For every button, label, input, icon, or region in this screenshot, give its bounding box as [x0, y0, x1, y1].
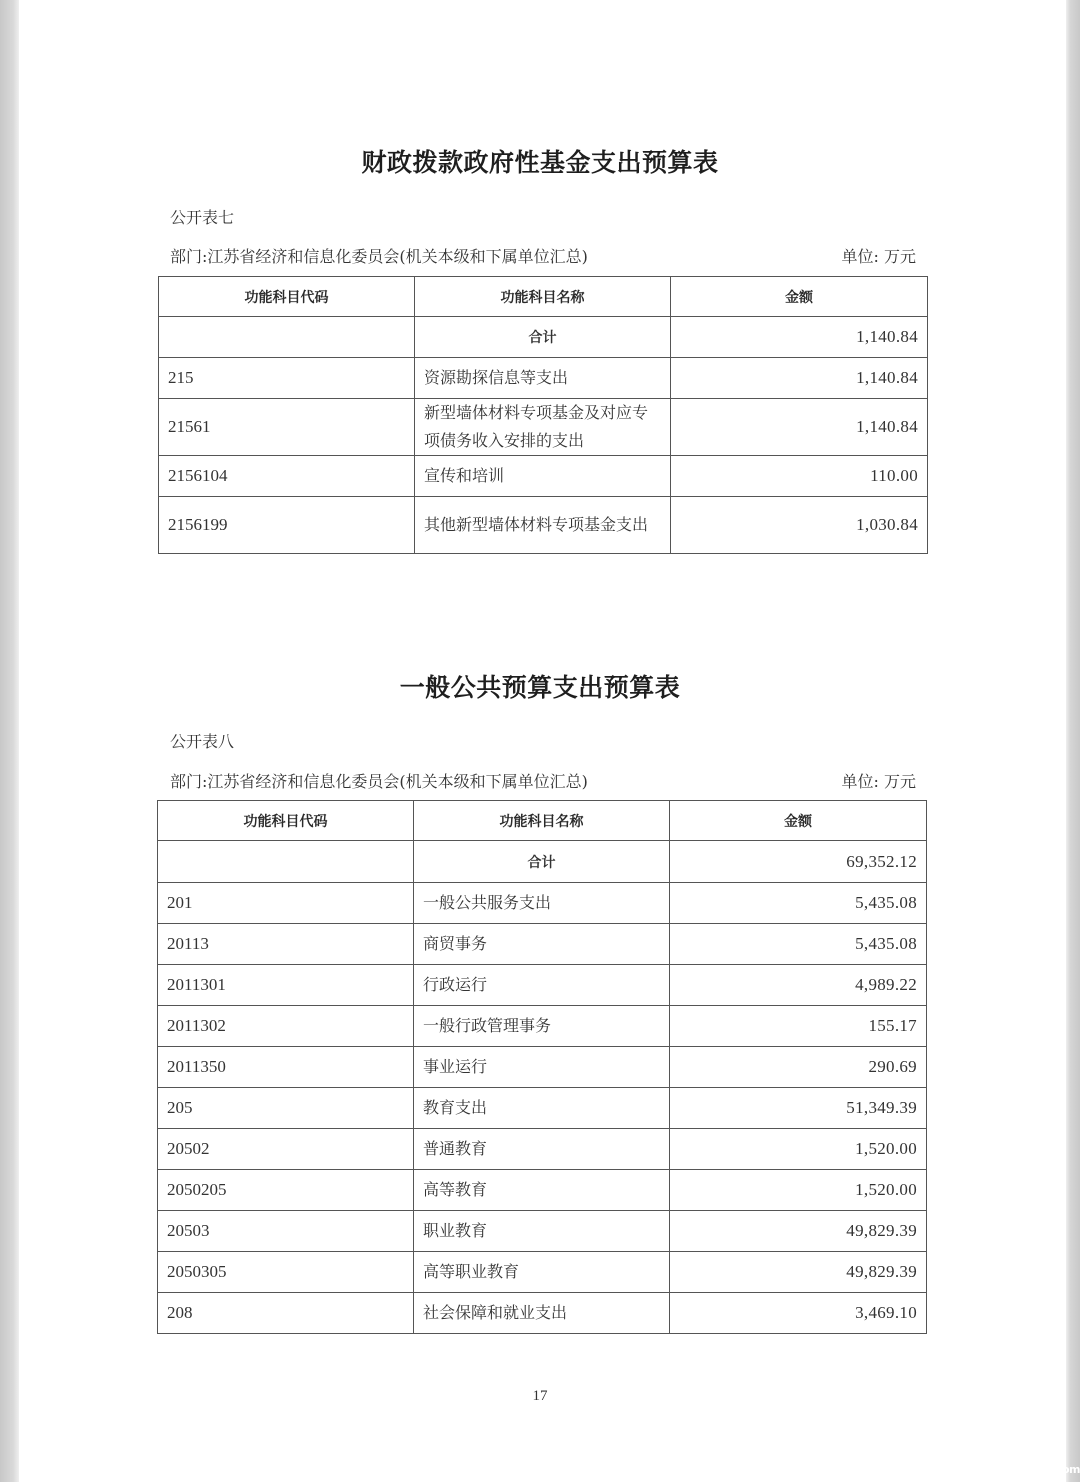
row-name: 资源勘探信息等支出 [415, 358, 671, 399]
row-amount: 5,435.08 [670, 924, 927, 965]
table-row [159, 399, 928, 456]
row-code: 2050305 [158, 1252, 414, 1293]
row-name: 普通教育 [414, 1129, 670, 1170]
table-row [158, 924, 927, 965]
row-name: 其他新型墙体材料专项基金支出 [415, 497, 671, 554]
row-code: 20503 [158, 1211, 414, 1252]
row-code: 208 [158, 1293, 414, 1334]
row-code: 21561 [159, 399, 415, 456]
total-amount: 1,140.84 [671, 317, 928, 358]
table-row [159, 358, 928, 399]
row-amount: 1,520.00 [670, 1129, 927, 1170]
scan-edge-right [1066, 0, 1080, 1482]
row-name: 高等职业教育 [414, 1252, 670, 1293]
row-amount: 51,349.39 [670, 1088, 927, 1129]
row-name: 宣传和培训 [415, 456, 671, 497]
row-amount: 1,140.84 [671, 358, 928, 399]
table7 [158, 276, 928, 554]
row-name: 高等教育 [414, 1170, 670, 1211]
table7-header-row [159, 277, 928, 317]
row-name: 教育支出 [414, 1088, 670, 1129]
row-code: 2156199 [159, 497, 415, 554]
row-amount: 49,829.39 [670, 1211, 927, 1252]
row-amount: 290.69 [670, 1047, 927, 1088]
row-amount: 3,469.10 [670, 1293, 927, 1334]
header-name: 功能科目名称 [415, 277, 671, 317]
row-name: 新型墙体材料专项基金及对应专项债务收入安排的支出 [415, 399, 671, 456]
table7-total-row [159, 317, 928, 358]
table8-title: 一般公共预算支出预算表 [399, 673, 681, 702]
table-row [158, 1129, 927, 1170]
row-code: 2156104 [159, 456, 415, 497]
table8-header-row [158, 801, 927, 841]
table-row [158, 1047, 927, 1088]
row-name: 职业教育 [414, 1211, 670, 1252]
row-code: 2011302 [158, 1006, 414, 1047]
row-amount: 1,030.84 [671, 497, 928, 554]
row-amount: 1,140.84 [671, 399, 928, 456]
row-name: 社会保障和就业支出 [414, 1293, 670, 1334]
header-amount: 金额 [671, 277, 928, 317]
row-amount: 155.17 [670, 1006, 927, 1047]
table8 [157, 800, 927, 1334]
row-name: 事业运行 [414, 1047, 670, 1088]
header-code: 功能科目代码 [158, 801, 414, 841]
table-row [158, 1211, 927, 1252]
total-label: 合计 [415, 317, 671, 358]
row-code: 20502 [158, 1129, 414, 1170]
table7-department: 部门:江苏省经济和信息化委员会(机关本级和下属单位汇总) [170, 247, 588, 266]
row-code: 205 [158, 1088, 414, 1129]
row-amount: 4,989.22 [670, 965, 927, 1006]
header-code: 功能科目代码 [159, 277, 415, 317]
total-amount: 69,352.12 [670, 841, 927, 883]
table-row [159, 456, 928, 497]
row-amount: 5,435.08 [670, 883, 927, 924]
scan-edge-left [0, 0, 19, 1482]
table7-number: 公开表七 [170, 208, 235, 227]
row-code: 2011301 [158, 965, 414, 1006]
table8-number: 公开表八 [170, 732, 235, 751]
row-amount: 49,829.39 [670, 1252, 927, 1293]
page-number: 17 [532, 1388, 548, 1404]
total-code-cell [158, 841, 414, 883]
table-row [158, 1006, 927, 1047]
table-row [158, 1170, 927, 1211]
header-name: 功能科目名称 [414, 801, 670, 841]
table-row [158, 1088, 927, 1129]
row-code: 215 [159, 358, 415, 399]
row-name: 行政运行 [414, 965, 670, 1006]
row-name: 一般公共服务支出 [414, 883, 670, 924]
row-name: 一般行政管理事务 [414, 1006, 670, 1047]
header-amount: 金额 [670, 801, 927, 841]
row-code: 2011350 [158, 1047, 414, 1088]
row-name: 商贸事务 [414, 924, 670, 965]
row-code: 20113 [158, 924, 414, 965]
table7-unit: 单位: 万元 [841, 247, 916, 266]
table8-total-row [158, 841, 927, 883]
table-row [158, 1293, 927, 1334]
watermark-fragment: om [1061, 1463, 1080, 1476]
row-amount: 110.00 [671, 456, 928, 497]
table-row [158, 1252, 927, 1293]
table-row [159, 497, 928, 554]
row-code: 2050205 [158, 1170, 414, 1211]
total-code-cell [159, 317, 415, 358]
table8-unit: 单位: 万元 [841, 772, 916, 791]
row-code: 201 [158, 883, 414, 924]
table-row [158, 883, 927, 924]
table-row [158, 965, 927, 1006]
row-amount: 1,520.00 [670, 1170, 927, 1211]
table7-title: 财政拨款政府性基金支出预算表 [361, 148, 719, 177]
total-label: 合计 [414, 841, 670, 883]
table8-department: 部门:江苏省经济和信息化委员会(机关本级和下属单位汇总) [170, 772, 588, 791]
